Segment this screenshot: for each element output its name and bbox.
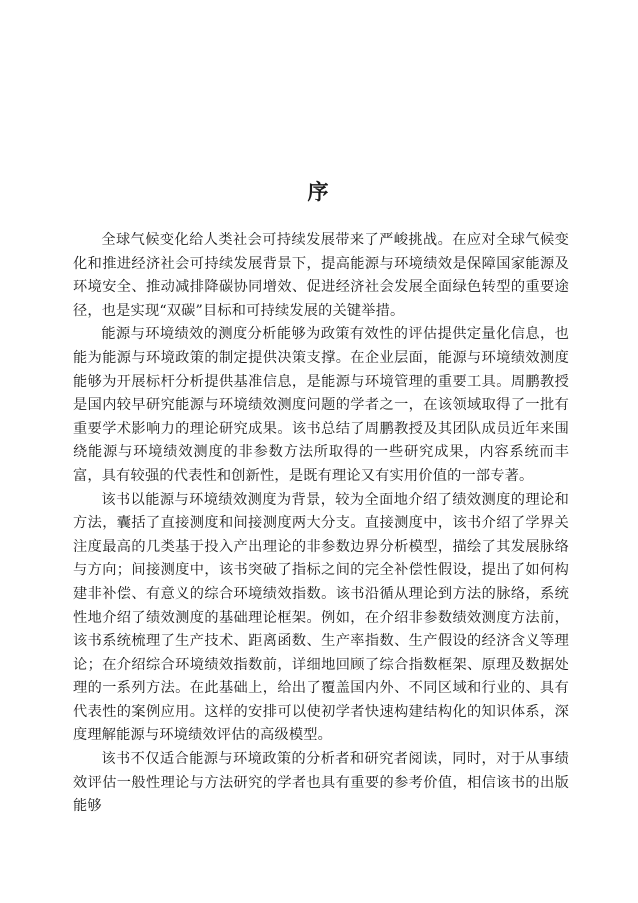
paragraph: 全球气候变化给人类社会可持续发展带来了严峻挑战。在应对全球气候变化和推进经济社会可持续发展背景下，提高能源与环境绩效是保障国家能源及环境安全、推动减排降碳协同增效、促进经济社会发展全面绿色转型的重要途径，也是实现“双碳”目标和可持续发展的关键举措。: [73, 232, 569, 319]
page-title: 序: [307, 180, 331, 204]
preface-body: [73, 229, 569, 819]
paragraph: 该书以能源与环境绩效测度为背景，较为全面地介绍了绩效测度的理论和方法，囊括了直接测度和间接测度两大分支。直接测度中，该书介绍了学界关注度最高的几类基于投入产出理论的非参数边界分析模型，描绘了其发展脉络与方向；间接测度中，该书突破了指标之间的完全补偿性假设，提出了如何构建非补偿、有意义的综合环境绩效指数。该书沿循从理论到方法的脉络，系统性地介绍了绩效测度的基础理论框架。例如，在介绍非参数绩效测度方法前，该书系统梳理了生产技术、距离函数、生产率指数、生产假设的经济含义等理论；在介绍综合环境绩效指数前，详细地回顾了综合指数框架、原理及数据处理的一系列方法。在此基础上，给出了覆盖国内外、不同区域和行业的、具有代表性的案例应用。这样的安排可以使初学者快速构建结构化的知识体系，深度理解能源与环境绩效评估的高级模型。: [73, 491, 569, 744]
paragraph: 能源与环境绩效的测度分析能够为政策有效性的评估提供定量化信息，也能为能源与环境政策的制定提供决策支撑。在企业层面，能源与环境绩效测度能够为开展标杆分析提供基准信息，是能源与环境管理的重要工具。周鹏教授是国内较早研究能源与环境绩效测度问题的学者之一，在该领域取得了一批有重要学术影响力的理论研究成果。该书总结了周鹏教授及其团队成员近年来围绕能源与环境绩效测度的非参数方法所取得的一些研究成果，内容系统而丰富，具有较强的代表性和创新性，是既有理论又有实用价值的一部专著。: [73, 326, 569, 484]
paragraph: 该书不仅适合能源与环境政策的分析者和研究者阅读，同时，对于从事绩效评估一般性理论与方法研究的学者也具有重要的参考价值，相信该书的出版能够: [73, 751, 569, 815]
